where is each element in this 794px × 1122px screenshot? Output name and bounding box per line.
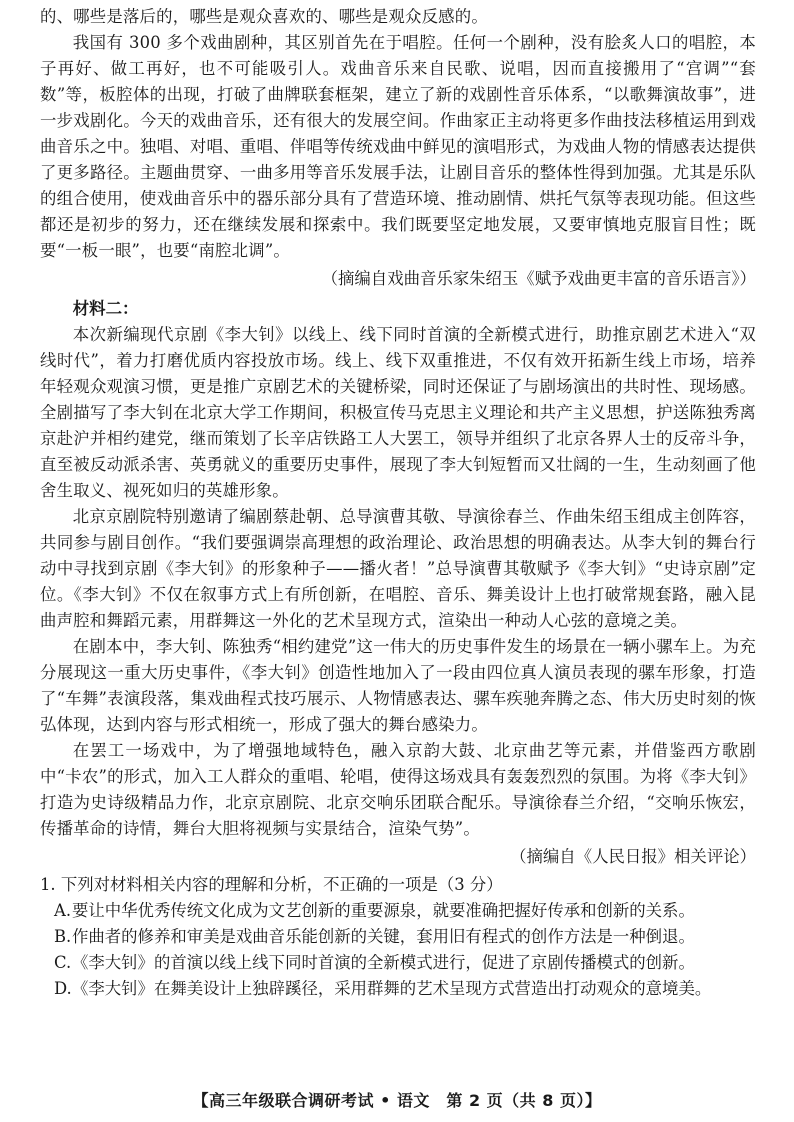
continued-paragraph-fragment: 的、哪些是落后的，哪些是观众喜欢的、哪些是观众反感的。 (40, 7, 488, 26)
page-footer: 【高三年级联合调研考试 • 语文 第 2 页（共 8 页）】 (192, 1091, 602, 1110)
material-one (40, 30, 756, 292)
question-1-stem: 1. 下列对材料相关内容的理解和分析，不正确的一项是（3 分） (40, 875, 503, 894)
material-two-paragraph-2: 北京京剧院特别邀请了编剧蔡赴朝、总导演曹其敬、导演徐春兰、作曲朱绍玉组成主创阵容，共同参与剧目创作。“我们要强调崇高理想的政治理论、政治思想的明确表达。从李大钊的舞台行动中寻找到京剧《李大钊》的形象种子——播火者！”总导演曹其敬赋予《李大钊》“史诗京剧”定位。《李大钊》不仅在叙事方式上有所创新，在唱腔、音乐、舞美设计上也打破常规套路，融入昆曲声腔和舞蹈元素，用群舞这一外化的艺术呈现方式，渲染出一种动人心弦的意境之美。 (40, 507, 756, 630)
exam-page-content (40, 4, 756, 1002)
question-1 (40, 872, 756, 1002)
option-text: 要让中华优秀传统文化成为文艺创新的重要源泉，就要准确把握好传承和创新的关系。 (72, 901, 695, 920)
material-two-paragraph-3: 在剧本中，李大钊、陈独秀“相约建党”这一伟大的历史事件发生的场景在一辆小骡车上。为充分展现这一重大历史事件，《李大钊》创造性地加入了一段由四位真人演员表现的骡车形象，打造了“车舞”表演段落，集戏曲程式技巧展示、人物情感表达、骡车疾驰奔腾之态、伟大历史时刻的恢弘体现，达到内容与形式相统一，形成了强大的舞台感染力。 (40, 637, 756, 734)
material-two-source: （摘编自《人民日报》相关评论） (510, 847, 756, 866)
material-two-paragraph-1: 本次新编现代京剧《李大钊》以线上、线下同时首演的全新模式进行，助推京剧艺术进入“双线时代”，着力打磨优质内容投放市场。线上、线下双重推进，不仅有效开拓新生线上市场，培养年轻观众观演习惯，更是推广京剧艺术的关键桥梁，同时还保证了与剧场演出的共时性、现场感。全剧描写了李大钊在北京大学工作期间，积极宣传马克思主义理论和共产主义思想，护送陈独秀离京赴沪并相约建党，继而策划了长辛店铁路工人大罢工，领导并组织了北京各界人士的反帝斗争，直至被反动派杀害、英勇就义的重要历史事件，展现了李大钊短暂而又壮阔的一生，生动刻画了他舍生取义、视死如归的英雄形象。 (40, 325, 756, 500)
material-one-source: （摘编自戏曲音乐家朱绍玉《赋予戏曲更丰富的音乐语言》） (321, 269, 756, 288)
option-text: 《李大钊》在舞美设计上独辟蹊径，采用群舞的艺术呈现方式营造出打动观众的意境美。 (72, 979, 712, 998)
option-text: 作曲者的修养和审美是戏曲音乐能创新的关键，套用旧有程式的创作方法是一种倒退。 (72, 927, 695, 946)
option-text: 《李大钊》的首演以线上线下同时首演的全新模式进行，促进了京剧传播模式的创新。 (72, 953, 695, 972)
material-two-paragraph-4: 在罢工一场戏中，为了增强地域特色，融入京韵大鼓、北京曲艺等元素，并借鉴西方歌剧中“卡农”的形式，加入工人群众的重唱、轮唱，使得这场戏具有轰轰烈烈的氛围。为将《李大钊》打造为史诗级精品力作，北京京剧院、北京交响乐团联合配乐。导演徐春兰介绍，“交响乐恢宏，传播革命的诗情，舞台大胆将视频与实景结合，渲染气势”。 (40, 741, 756, 838)
material-two-heading: 材料二： (72, 299, 139, 318)
option-label: D. (54, 979, 72, 998)
material-one-paragraph: 我国有 300 多个戏曲剧种，其区别首先在于唱腔。任何一个剧种，没有脍炙人口的唱腔，本子再好、做工再好，也不可能吸引人。戏曲音乐来自民歌、说唱，因而直接搬用了“宫调”“套数”等，板腔体的出现，打破了曲牌联套框架，建立了新的戏剧性音乐体系，“以歌舞演故事”，进一步戏剧化。今天的戏曲音乐，还有很大的发展空间。作曲家正主动将更多作曲技法移植运用到戏曲音乐之中。独唱、对唱、重唱、伴唱等传统戏曲中鲜见的演唱形式，为戏曲人物的情感表达提供了更多路径。主题曲贯穿、一曲多用等音乐发展手法，让剧目音乐的整体性得到加强。尤其是乐队的组合使用，使戏曲音乐中的器乐部分具有了营造环境、推动剧情、烘托气氛等表现功能。但这些都还是初步的努力，还在继续发展和探索中。我们既要坚定地发展，又要审慎地克服盲目性；既要“一板一眼”，也要“南腔北调”。 (40, 33, 756, 260)
material-two (40, 296, 756, 870)
option-label: A. (54, 901, 72, 920)
question-1-option-c[interactable] (40, 950, 756, 976)
option-label: C. (54, 953, 72, 972)
question-1-option-b[interactable] (40, 924, 756, 950)
question-1-option-d[interactable] (40, 976, 756, 1002)
option-label: B. (54, 927, 72, 946)
question-1-option-a[interactable] (40, 898, 756, 924)
